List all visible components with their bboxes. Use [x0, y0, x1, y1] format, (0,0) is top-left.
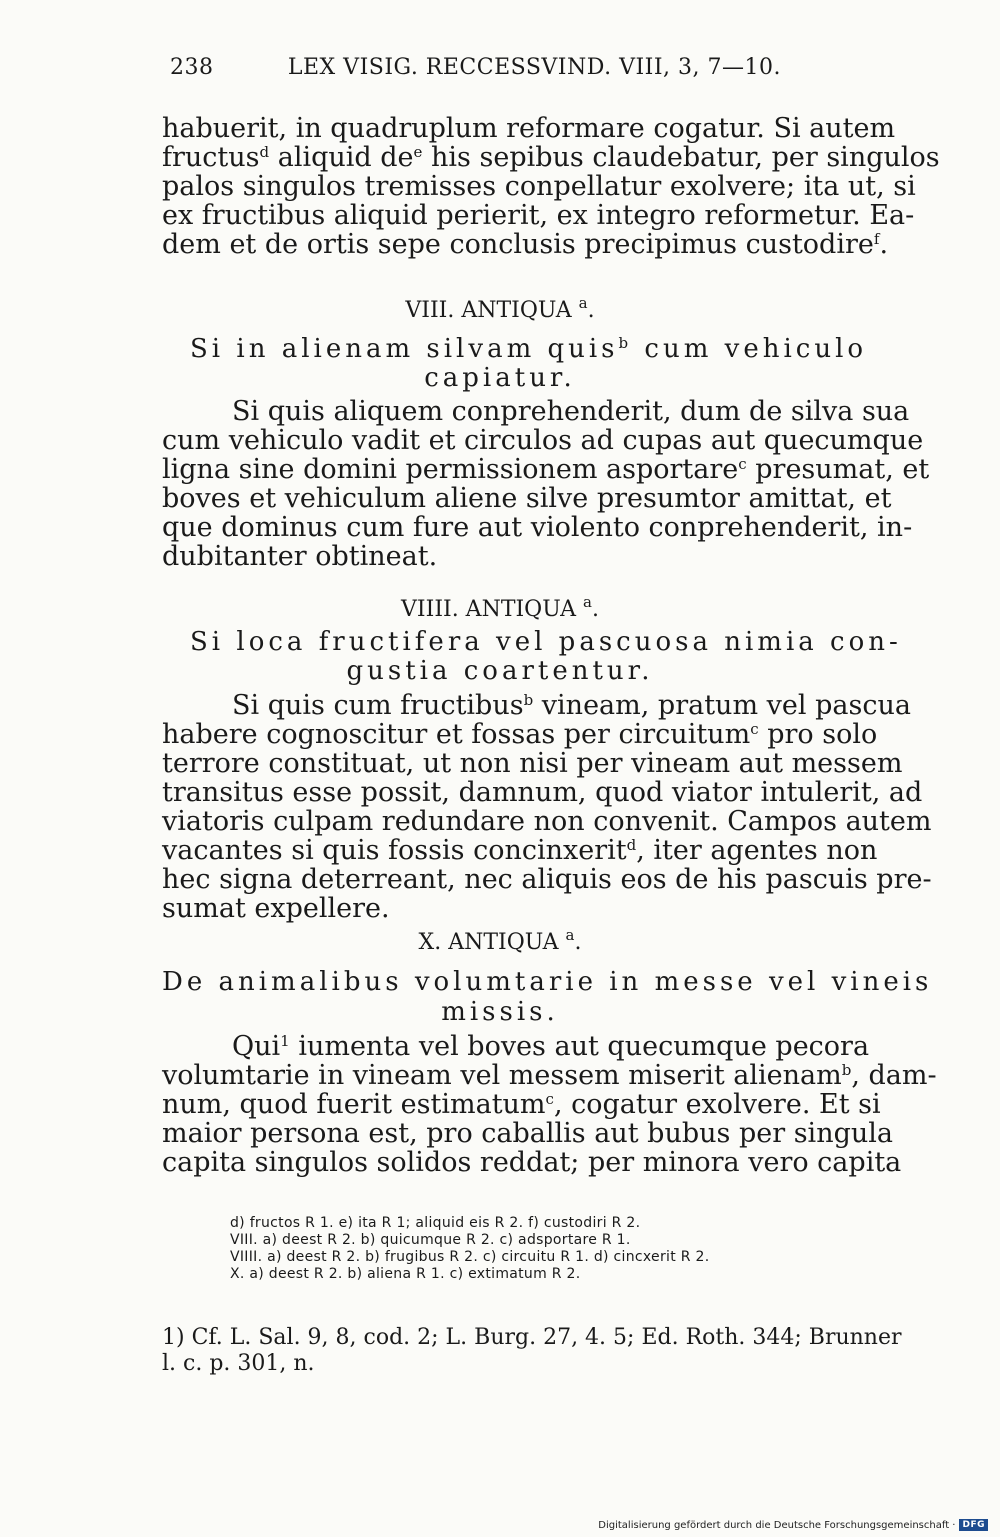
- section-rubric: gustia coartentur.: [346, 656, 654, 686]
- text-line: num, quod fuerit estimatum$^c$, cogatur exolvere. Et si: [162, 1089, 881, 1120]
- text-line: sumat expellere.: [162, 893, 390, 924]
- text-line: vacantes si quis fossis concinxerit$^d$, iter agentes non: [162, 835, 878, 866]
- text-line: volumtarie in vineam vel messem miserit alienam$^b$, dam-: [162, 1060, 937, 1091]
- text-line: ex fructibus aliquid perierit, ex integro reformetur. Ea-: [162, 200, 915, 231]
- text-line: habuerit, in quadruplum reformare cogatur. Si autem: [162, 113, 896, 144]
- apparatus-line: X. a) deest R 2. b) aliena R 1. c) extimatum R 2.: [230, 1266, 581, 1282]
- text-line: capita singulos solidos reddat; per minora vero capita: [162, 1147, 902, 1178]
- text-line: viatoris culpam redundare non convenit. Campos autem: [162, 806, 932, 837]
- text-line: ligna sine domini permissionem asportare$^c$ presumat, et: [162, 454, 930, 485]
- text-line: boves et vehiculum aliene silve presumtor amittat, et: [162, 483, 892, 514]
- text-line: dem et de ortis sepe conclusis precipimus custodire$^f$.: [162, 229, 889, 260]
- text-line: transitus esse possit, damnum, quod viator intulerit, ad: [162, 777, 923, 808]
- text-line: habere cognoscitur et fossas per circuitum$^c$ pro solo: [162, 719, 878, 750]
- text-line: Si quis cum fructibus$^b$ vineam, pratum vel pascua: [232, 690, 911, 721]
- text-line: palos singulos tremisses conpellatur exolvere; ita ut, si: [162, 171, 916, 202]
- text-line: cum vehiculo vadit et circulos ad cupas aut quecumque: [162, 425, 924, 456]
- text-line: maior persona est, pro caballis aut bubus per singula: [162, 1118, 893, 1149]
- apparatus-line: d) fructos R 1. e) ita R 1; aliquid eis R 2. f) custodiri R 2.: [230, 1215, 641, 1231]
- digitization-credit: [598, 1519, 988, 1531]
- apparatus-line: VIIII. a) deest R 2. b) frugibus R 2. c) circuitu R 1. d) cincxerit R 2.: [230, 1249, 710, 1265]
- credit-text: Digitalisierung gefördert durch die Deutsche Forschungsgemeinschaft ·: [598, 1519, 956, 1531]
- apparatus-line: VIII. a) deest R 2. b) quicumque R 2. c) adsportare R 1.: [230, 1232, 631, 1248]
- section-rubric: Si in alienam silvam quis$^b$ cum vehiculo: [190, 334, 868, 364]
- text-line: que dominus cum fure aut violento conprehenderit, in-: [162, 512, 913, 543]
- dfg-logo: DFG: [959, 1519, 988, 1531]
- running-header: [170, 55, 781, 80]
- section-rubric: capiatur.: [424, 363, 576, 393]
- running-title: LEX VISIG. RECCESSVIND. VIII, 3, 7—10.: [287, 55, 781, 80]
- section-heading-viiii: VIIII. ANTIQUA $^a$.: [401, 593, 599, 622]
- section-heading-x: X. ANTIQUA $^a$.: [418, 926, 582, 955]
- text-line: Si quis aliquem conprehenderit, dum de silva sua: [232, 396, 910, 427]
- section-rubric: missis.: [441, 997, 559, 1027]
- text-line: hec signa deterreant, nec aliquis eos de his pascuis pre-: [162, 864, 932, 895]
- section-rubric: De animalibus volumtarie in messe vel vineis: [162, 967, 933, 997]
- text-line: fructus$^d$ aliquid $de^e$ his sepibus claudebatur, per singulos: [162, 142, 940, 173]
- text-line: terrore constituat, ut non nisi per vineam aut messem: [162, 748, 903, 779]
- footnote-line: l. c. p. 301, n.: [162, 1351, 315, 1376]
- footnote-line: 1) Cf. L. Sal. 9, 8, cod. 2; L. Burg. 27, 4. 5; Ed. Roth. 344; Brunner: [162, 1325, 902, 1350]
- section-heading-viii: VIII. ANTIQUA $^a$.: [405, 294, 595, 323]
- page-number: 238: [170, 55, 214, 80]
- text-line: Qui$^1$ iumenta vel boves aut quecumque pecora: [232, 1031, 870, 1062]
- section-rubric: Si loca fructifera vel pascuosa nimia con-: [190, 627, 902, 657]
- text-line: dubitanter obtineat.: [162, 541, 438, 572]
